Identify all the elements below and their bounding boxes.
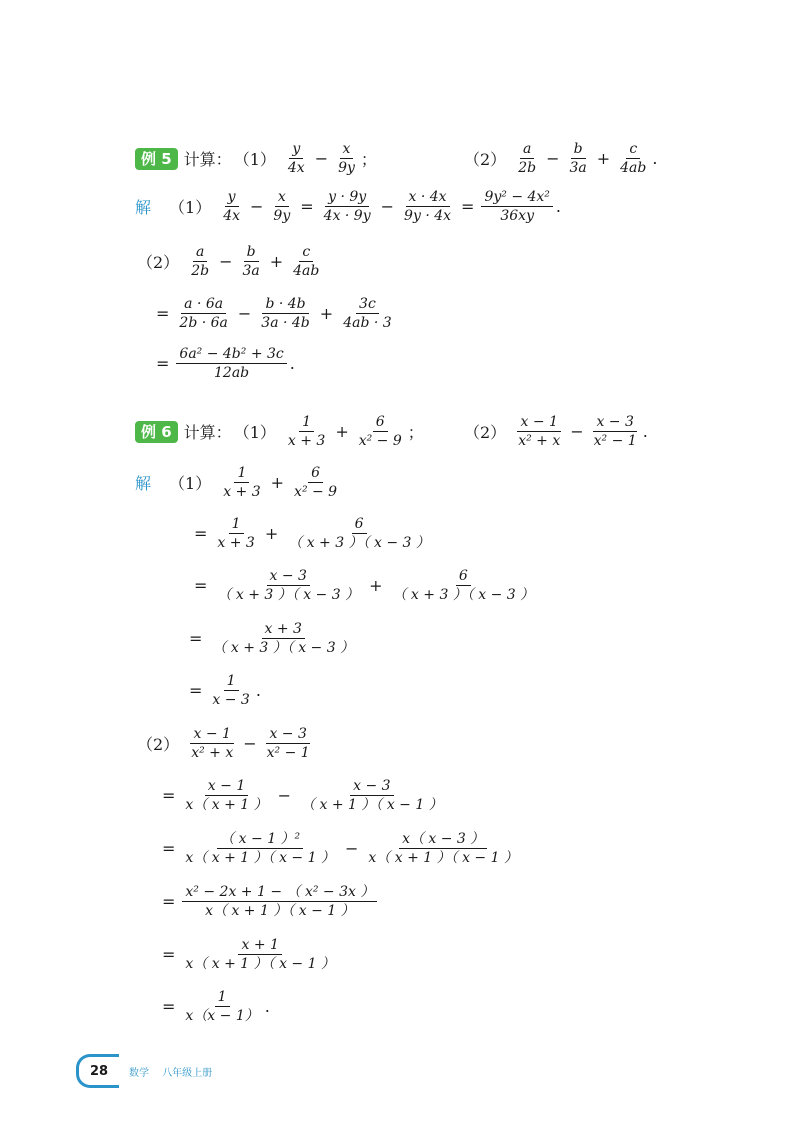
fraction: $\frac{x - 3}{\text{x² − 1}}$ bbox=[593, 414, 637, 449]
operator: = bbox=[162, 786, 176, 805]
operator: + bbox=[335, 422, 349, 441]
example-5-problem-2 bbox=[462, 140, 657, 177]
fraction: $\frac{\text{9y² − 4x²}}{36xy}$ bbox=[481, 188, 552, 225]
operator: = bbox=[162, 945, 176, 964]
operator: = bbox=[461, 197, 475, 216]
solution-label: 解 bbox=[135, 474, 152, 493]
fraction: $\frac{c}{4ab}$ bbox=[620, 141, 647, 176]
fraction: $\frac{1}{x(x - 1)}$ bbox=[185, 989, 259, 1024]
operator: − bbox=[219, 252, 233, 271]
operator: + bbox=[319, 304, 334, 323]
part-label: （2） bbox=[137, 253, 180, 272]
operator: + bbox=[270, 473, 285, 492]
part-label: （1） bbox=[169, 474, 212, 493]
punctuation: . bbox=[555, 197, 562, 216]
example-5-solution-2-start bbox=[135, 243, 325, 280]
operator: = bbox=[300, 197, 314, 216]
fraction: $\frac{x}{9y}$ bbox=[338, 141, 355, 176]
example-6-solution-2-start bbox=[135, 725, 316, 762]
fraction: $\frac{y}{4x}$ bbox=[223, 189, 241, 224]
example-6-problem-2 bbox=[462, 413, 648, 450]
operator: − bbox=[237, 304, 252, 323]
fraction: $\frac{c}{4ab}$ bbox=[293, 244, 320, 279]
fraction: $\frac{6}{\text{x² − 9}}$ bbox=[294, 465, 338, 500]
example-5-solution-2-step-2 bbox=[152, 345, 295, 382]
fraction: $\frac{x - 1}{\text{x² + x}}$ bbox=[191, 726, 234, 761]
fraction: $\frac{6}{( x + 3 )( x - 3 )}$ bbox=[288, 516, 430, 551]
fraction: $\frac{3c}{4ab \cdot 3}$ bbox=[343, 296, 392, 331]
operator: − bbox=[344, 839, 359, 858]
operator: = bbox=[162, 839, 176, 858]
operator: − bbox=[243, 734, 257, 753]
fraction: $\frac{x - 3}{( x + 1 )( x - 1 )}$ bbox=[301, 778, 443, 813]
example-6-title: 计算： bbox=[183, 423, 232, 442]
fraction: $\frac{x}{9y}$ bbox=[273, 189, 291, 224]
punctuation: . bbox=[652, 149, 658, 168]
example-5-title: 计算： bbox=[183, 150, 232, 169]
example-6-solution-2-step-2 bbox=[158, 830, 524, 867]
part-label: （1） bbox=[233, 423, 276, 442]
example-5-solution-2-step-1 bbox=[152, 295, 398, 332]
example-6-problem bbox=[135, 413, 424, 450]
operator: − bbox=[314, 149, 329, 168]
operator: = bbox=[194, 524, 208, 543]
operator: − bbox=[277, 786, 292, 805]
part-label: （2） bbox=[464, 423, 507, 442]
operator: = bbox=[156, 354, 170, 373]
punctuation: . bbox=[642, 422, 648, 441]
fraction: $\frac{x + 1}{x( x + 1 )( x - 1 )}$ bbox=[185, 937, 335, 972]
fraction: $\frac{b}{3a}$ bbox=[569, 141, 587, 176]
operator: − bbox=[380, 197, 395, 216]
part-label: （1） bbox=[233, 150, 276, 169]
example-6-solution-2-step-5 bbox=[158, 988, 270, 1025]
example-5-problem bbox=[135, 140, 377, 177]
operator: + bbox=[264, 524, 279, 543]
operator: − bbox=[570, 422, 584, 441]
part-label: （2） bbox=[137, 735, 180, 754]
fraction: $\frac{1}{x + 3}$ bbox=[223, 465, 261, 500]
example-6-solution-2-step-4 bbox=[158, 936, 341, 973]
example-6-solution-1-step-2 bbox=[190, 567, 540, 604]
fraction: $\frac{b}{3a}$ bbox=[242, 244, 260, 279]
page-number: 28 bbox=[76, 1054, 119, 1088]
example-6-solution-1-start bbox=[135, 464, 343, 501]
punctuation: ； bbox=[360, 150, 377, 169]
example-6-solution-2-step-1 bbox=[158, 777, 449, 814]
operator: = bbox=[189, 629, 203, 648]
solution-label: 解 bbox=[135, 198, 152, 217]
fraction: $\frac{x( x - 3 )}{x( x + 1 )( x - 1 )}$ bbox=[368, 831, 518, 866]
example-5-solution-1 bbox=[135, 188, 561, 225]
part-label: （2） bbox=[464, 150, 507, 169]
fraction: $\frac{x \cdot 4x}{9y \cdot 4x}$ bbox=[404, 189, 452, 224]
fraction: $\frac{\text{6a² − 4b² + 3c}}{12ab}$ bbox=[176, 345, 286, 382]
fraction: $\frac{6}{( x + 3 )( x - 3 )}$ bbox=[392, 568, 535, 603]
punctuation: . bbox=[264, 997, 270, 1016]
example-6-solution-1-step-3 bbox=[185, 620, 360, 657]
operator: = bbox=[189, 681, 203, 700]
punctuation: . bbox=[255, 681, 261, 700]
fraction: $\frac{x - 3}{( x + 3 )( x - 3 )}$ bbox=[217, 568, 360, 603]
example-6-badge: 例 6 bbox=[135, 421, 178, 443]
operator: = bbox=[194, 576, 208, 595]
operator: − bbox=[250, 197, 264, 216]
fraction: $\frac{1}{x - 3}$ bbox=[212, 673, 250, 708]
fraction: $\frac{6}{\text{x² − 9}}$ bbox=[358, 414, 402, 449]
operator: + bbox=[369, 576, 383, 595]
operator: + bbox=[596, 149, 611, 168]
fraction: $\frac{x - 1}{x( x + 1 )}$ bbox=[185, 778, 268, 813]
operator: + bbox=[269, 252, 284, 271]
fraction: $\frac{1}{x + 3}$ bbox=[217, 516, 255, 551]
footer-caption bbox=[129, 1064, 222, 1079]
fraction: $\frac{1}{x + 3}$ bbox=[287, 414, 326, 449]
footer-subject: 数学 bbox=[129, 1067, 149, 1079]
fraction: $\frac{a}{2b}$ bbox=[518, 141, 537, 176]
part-label: （1） bbox=[169, 198, 212, 217]
fraction: $\frac{a}{2b}$ bbox=[191, 244, 210, 279]
example-6-solution-1-step-1 bbox=[190, 515, 436, 552]
fraction: $\frac{b \cdot 4b}{3a \cdot 4b}$ bbox=[261, 296, 310, 331]
example-5-badge: 例 5 bbox=[135, 148, 178, 170]
operator: = bbox=[162, 997, 176, 1016]
fraction: $\frac{x - 3}{\text{x² − 1}}$ bbox=[266, 726, 310, 761]
operator: = bbox=[162, 892, 176, 911]
punctuation: ； bbox=[407, 423, 424, 442]
example-6-solution-1-step-4 bbox=[185, 672, 261, 709]
fraction: $\frac{\text{（ x − 1 ）²}}{x( x + 1 )( x - 1 )}$ bbox=[185, 831, 335, 866]
fraction: $\frac{y}{4x}$ bbox=[287, 141, 305, 176]
operator: − bbox=[546, 149, 560, 168]
punctuation: . bbox=[289, 354, 295, 373]
fraction: $\frac{\text{x² − 2x + 1 − （ x² − 3x ）}}{x( x + 1 )( x - 1 )}$ bbox=[182, 883, 377, 920]
operator: = bbox=[156, 304, 170, 323]
page-footer bbox=[76, 1054, 222, 1088]
fraction: $\frac{x - 1}{\text{x² + x}}$ bbox=[518, 414, 561, 449]
fraction: $\frac{a \cdot 6a}{2b \cdot 6a}$ bbox=[179, 296, 228, 331]
example-6-solution-2-step-3 bbox=[158, 883, 380, 920]
footer-grade: 八年级上册 bbox=[162, 1067, 213, 1079]
fraction: $\frac{y \cdot 9y}{4x \cdot 9y}$ bbox=[323, 189, 371, 224]
fraction: $\frac{x + 3}{( x + 3 )( x - 3 )}$ bbox=[212, 621, 355, 656]
